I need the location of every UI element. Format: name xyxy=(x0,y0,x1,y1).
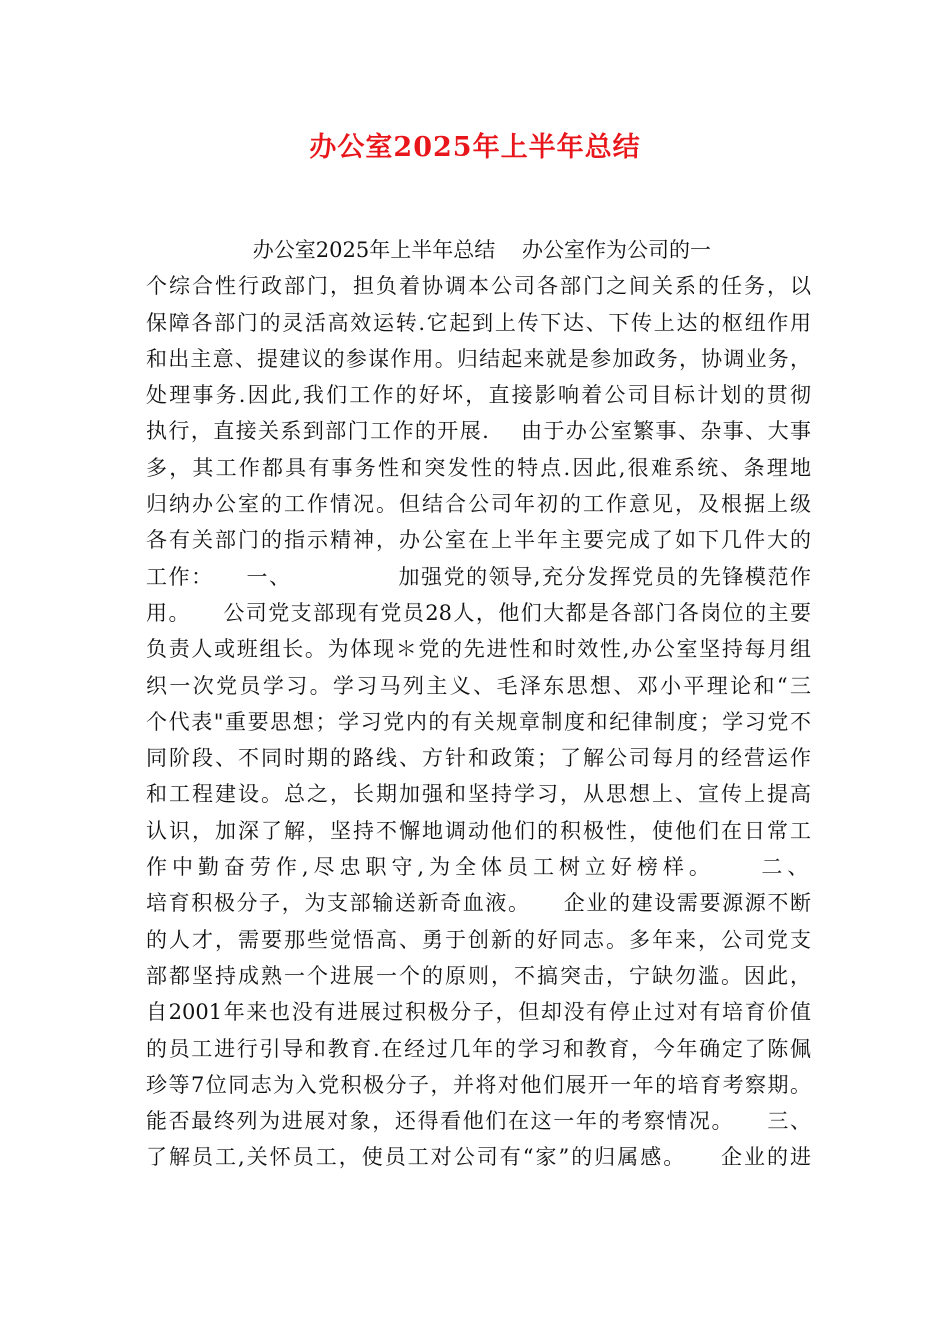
body-line: 部都坚持成熟一个进展一个的原则，不搞突击，宁缺勿滥。因此， xyxy=(146,963,811,988)
body-line: 各有关部门的指示精神，办公室在上半年主要完成了如下几件大的 xyxy=(146,528,811,553)
body-line: 培育积极分子，为支部输送新奇血液。 企业的建设需要源源不断 xyxy=(146,891,811,916)
body-line: 工作： 一、 加强党的领导,充分发挥党员的先锋模范作 xyxy=(146,564,811,589)
body-line: 作中勤奋劳作,尽忠职守,为全体员工树立好榜样。 二、 xyxy=(146,855,811,880)
body-line: 同阶段、不同时期的路线、方针和政策；了解公司每月的经营运作 xyxy=(146,746,811,771)
body-line: 能否最终列为进展对象，还得看他们在这一年的考察情况。 三、 xyxy=(146,1109,811,1134)
body-line: 的员工进行引导和教育.在经过几年的学习和教育，今年确定了陈佩 xyxy=(146,1036,811,1061)
body-line: 自2001年来也没有进展过积极分子，但却没有停止过对有培育价值 xyxy=(146,1000,811,1025)
body-line: 执行，直接关系到部门工作的开展. 由于办公室繁事、杂事、大事 xyxy=(146,419,811,444)
body-line: 个代表"重要思想；学习党内的有关规章制度和纪律制度；学习党不 xyxy=(146,709,811,734)
body-line: 了解员工,关怀员工，使员工对公司有“家”的归属感。 企业的进 xyxy=(146,1145,811,1170)
body-line: 归纳办公室的工作情况。但结合公司年初的工作意见，及根据上级 xyxy=(146,492,811,517)
body-line: 保障各部门的灵活高效运转.它起到上传下达、下传上达的枢纽作用 xyxy=(146,310,811,335)
body-line: 办公室2025年上半年总结 办公室作为公司的一 xyxy=(146,238,711,262)
body-line: 个综合性行政部门，担负着协调本公司各部门之间关系的任务，以 xyxy=(146,274,811,299)
body-line: 和工程建设。总之，长期加强和坚持学习，从思想上、宣传上提高 xyxy=(146,782,811,807)
body-line: 负责人或班组长。为体现＊党的先进性和时效性,办公室坚持每月组 xyxy=(146,637,811,662)
body-line: 珍等7位同志为入党积极分子，并将对他们展开一年的培育考察期。 xyxy=(146,1072,811,1097)
body-line: 用。 公司党支部现有党员28人，他们大都是各部门各岗位的主要 xyxy=(146,600,811,625)
body-line: 处理事务.因此,我们工作的好坏，直接影响着公司目标计划的贯彻 xyxy=(146,383,811,408)
body-line: 和出主意、提建议的参谋作用。归结起来就是参加政务，协调业务， xyxy=(146,346,811,371)
body-line: 多，其工作都具有事务性和突发性的特点.因此,很难系统、条理地 xyxy=(146,455,811,480)
body-line: 认识，加深了解，坚持不懈地调动他们的积极性，使他们在日常工 xyxy=(146,818,811,843)
body-line: 的人才，需要那些觉悟高、勇于创新的好同志。多年来，公司党支 xyxy=(146,927,811,952)
document-body xyxy=(146,232,811,1176)
document-title: 办公室2025年上半年总结 xyxy=(309,132,641,163)
body-line: 织一次党员学习。学习马列主义、毛泽东思想、邓小平理论和“三 xyxy=(146,673,811,698)
